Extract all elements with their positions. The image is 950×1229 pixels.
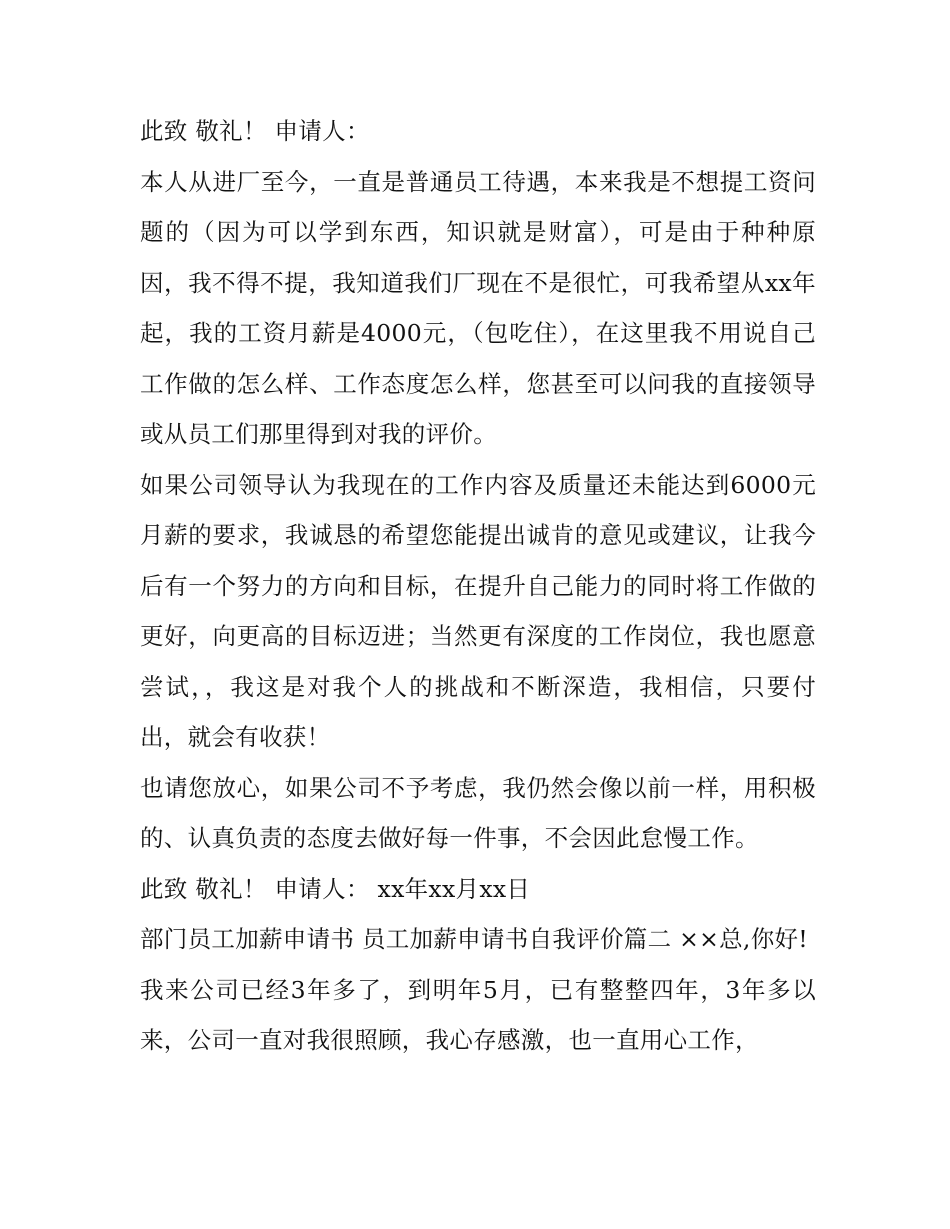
paragraph-salary-request: 本人从进厂至今，一直是普通员工待遇，本来我是不想提工资问题的（因为可以学到东西，知识就是财富），可是由于种种原因，我不得不提，我知道我们厂现在不是很忙，可我希望从xx年起，我的工资月薪是4000元，（包吃住），在这里我不用说自己工作做的怎么样、工作态度怎么样，您甚至可以问我的直接领导或从员工们那里得到对我的评价。 [140,167,816,448]
document-body [140,106,816,1066]
section-heading: 部门员工加薪申请书 员工加薪申请书自我评价篇二 ××总,你好! [140,925,809,953]
paragraph-feedback-request: 如果公司领导认为我现在的工作内容及质量还未能达到6000元月薪的要求，我诚恳的希望您能提出诚肯的意见或建议，让我今后有一个努力的方向和目标，在提升自己能力的同时将工作做的更好，向更高的目标迈进；当然更有深度的工作岗位，我也愿意尝试，，我这是对我个人的挑战和不断深造，我相信，只要付出，就会有收获！ [140,470,816,751]
closing-line: 此致 敬礼！ 申请人： [140,117,370,145]
closing-signature-date: 此致 敬礼！ 申请人： xx年xx月xx日 [140,874,531,903]
paragraph-tenure: 我来公司已经3年多了，到明年5月，已有整整四年，3年多以来，公司一直对我很照顾，我心存感激，也一直用心工作， [140,975,816,1054]
paragraph-reassurance: 也请您放心，如果公司不予考虑，我仍然会像以前一样，用积极的、认真负责的态度去做好每一件事，不会因此怠慢工作。 [140,773,816,852]
